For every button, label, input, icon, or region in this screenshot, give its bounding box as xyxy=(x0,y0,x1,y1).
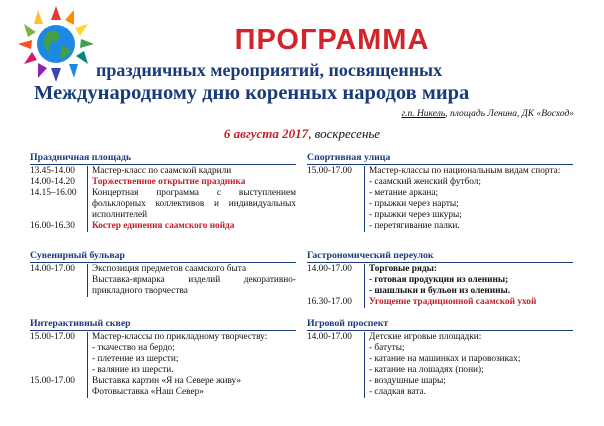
activity-line: - ткачество на бердо; xyxy=(92,343,175,353)
location-rest: , площадь Ленина, ДК «Восход» xyxy=(445,109,574,119)
section-title: Спортивная улица xyxy=(307,152,573,165)
time: 14.15–16.00 xyxy=(30,188,77,198)
schedule-row xyxy=(30,264,296,297)
activity-line: Выставка-ярмарка изделий декоративно-прикладного творчества xyxy=(92,275,296,296)
activity xyxy=(364,264,573,297)
section-title: Гастрономический переулок xyxy=(307,250,573,263)
subtitle-line-2: Международному дню коренных народов мира xyxy=(34,82,470,104)
section xyxy=(30,318,296,398)
activity-line: Мастер-классы по национальным видам спорта: xyxy=(369,166,561,176)
schedule-row xyxy=(30,221,296,232)
time: 14.00-17.00 xyxy=(307,332,352,342)
section xyxy=(30,152,296,232)
activity xyxy=(364,166,573,232)
activity-line: Детские игровые площадки: xyxy=(369,332,482,342)
time: 14.00-17.00 xyxy=(307,264,352,274)
schedule-row xyxy=(307,264,573,297)
time: 13.45-14.00 xyxy=(30,166,75,176)
activity-line: - плетение из шерсти; xyxy=(92,354,179,364)
schedule-row xyxy=(307,332,573,398)
activity xyxy=(87,221,296,232)
schedule-row xyxy=(307,166,573,232)
section xyxy=(307,318,573,398)
time: 16.30-17.00 xyxy=(307,297,352,307)
activity xyxy=(87,177,296,188)
activity-line: Концертная программа с выступлением фольклорных коллективов и индивидуальных исполнителей xyxy=(92,188,296,220)
activity-line: - воздушные шары; xyxy=(369,376,446,386)
time: 15.00-17.00 xyxy=(30,332,75,342)
activity-line: - прыжки через нарты; xyxy=(369,199,459,209)
section xyxy=(307,152,573,232)
activity-line: Костер единения саамского нойда xyxy=(92,221,235,231)
section-title: Сувенирный бульвар xyxy=(30,250,296,263)
activity-line: Выставка картин «Я на Севере живу» xyxy=(92,376,242,386)
activity-line: Мастер-класс по саамской кадрили xyxy=(92,166,232,176)
time: 14.00-14.20 xyxy=(30,177,75,187)
activity-line: - сладкая вата. xyxy=(369,387,426,397)
activity-line: Фотовыставка «Наш Север» xyxy=(92,387,204,397)
location xyxy=(401,109,574,119)
activity-line: - шашлыки и бульон из оленины. xyxy=(369,286,511,296)
activity xyxy=(87,166,296,177)
activity-line: - перетягивание палки. xyxy=(369,221,460,231)
section xyxy=(30,250,296,297)
subtitle-line-1: праздничных мероприятий, посвященных xyxy=(96,60,443,80)
location-prefix: г.п. Никель xyxy=(401,109,446,119)
activity xyxy=(87,264,296,297)
activity-line: - прыжки через шкуры; xyxy=(369,210,462,220)
activity-line: - готовая продукция из оленины; xyxy=(369,275,509,285)
activity-line: - катание на машинках и паровозиках; xyxy=(369,354,521,364)
section-title: Интерактивный сквер xyxy=(30,318,296,331)
section-title: Праздничная площадь xyxy=(30,152,296,165)
activity-line: Мастер-классы по прикладному творчеству: xyxy=(92,332,268,342)
time: 14.00-17.00 xyxy=(30,264,75,274)
time: 15.00-17.00 xyxy=(30,376,75,386)
activity xyxy=(364,297,573,308)
schedule-row xyxy=(30,188,296,221)
activity xyxy=(364,332,573,398)
date-main: 6 августа 2017 xyxy=(223,126,309,141)
page-title: ПРОГРАММА xyxy=(234,24,430,56)
activity-line: - батуты; xyxy=(369,343,405,353)
event-date xyxy=(0,126,604,142)
activity-line: - метание аркана; xyxy=(369,188,439,198)
activity xyxy=(87,376,296,398)
activity xyxy=(87,332,296,376)
activity-line: Экспозиция предметов саамского быта xyxy=(92,264,247,274)
section-title: Игровой проспект xyxy=(307,318,573,331)
activity-line: Торговые ряды: xyxy=(369,264,437,274)
schedule-row xyxy=(30,376,296,398)
section xyxy=(307,250,573,308)
activity xyxy=(87,188,296,221)
activity-line: Торжественное открытие праздника xyxy=(92,177,246,187)
activity-line: - катание на лошадях (пони); xyxy=(369,365,484,375)
schedule-row xyxy=(307,297,573,308)
date-rest: , воскресенье xyxy=(308,126,381,141)
activity-line: - валяние из шерсти. xyxy=(92,365,174,375)
activity-line: Угощение традиционной саамской ухой xyxy=(369,297,537,307)
schedule-row xyxy=(30,166,296,177)
activity-line: - саамский женский футбол; xyxy=(369,177,482,187)
schedule-row xyxy=(30,177,296,188)
time: 15.00-17.00 xyxy=(307,166,352,176)
time: 16.00-16.30 xyxy=(30,221,75,231)
schedule-row xyxy=(30,332,296,376)
